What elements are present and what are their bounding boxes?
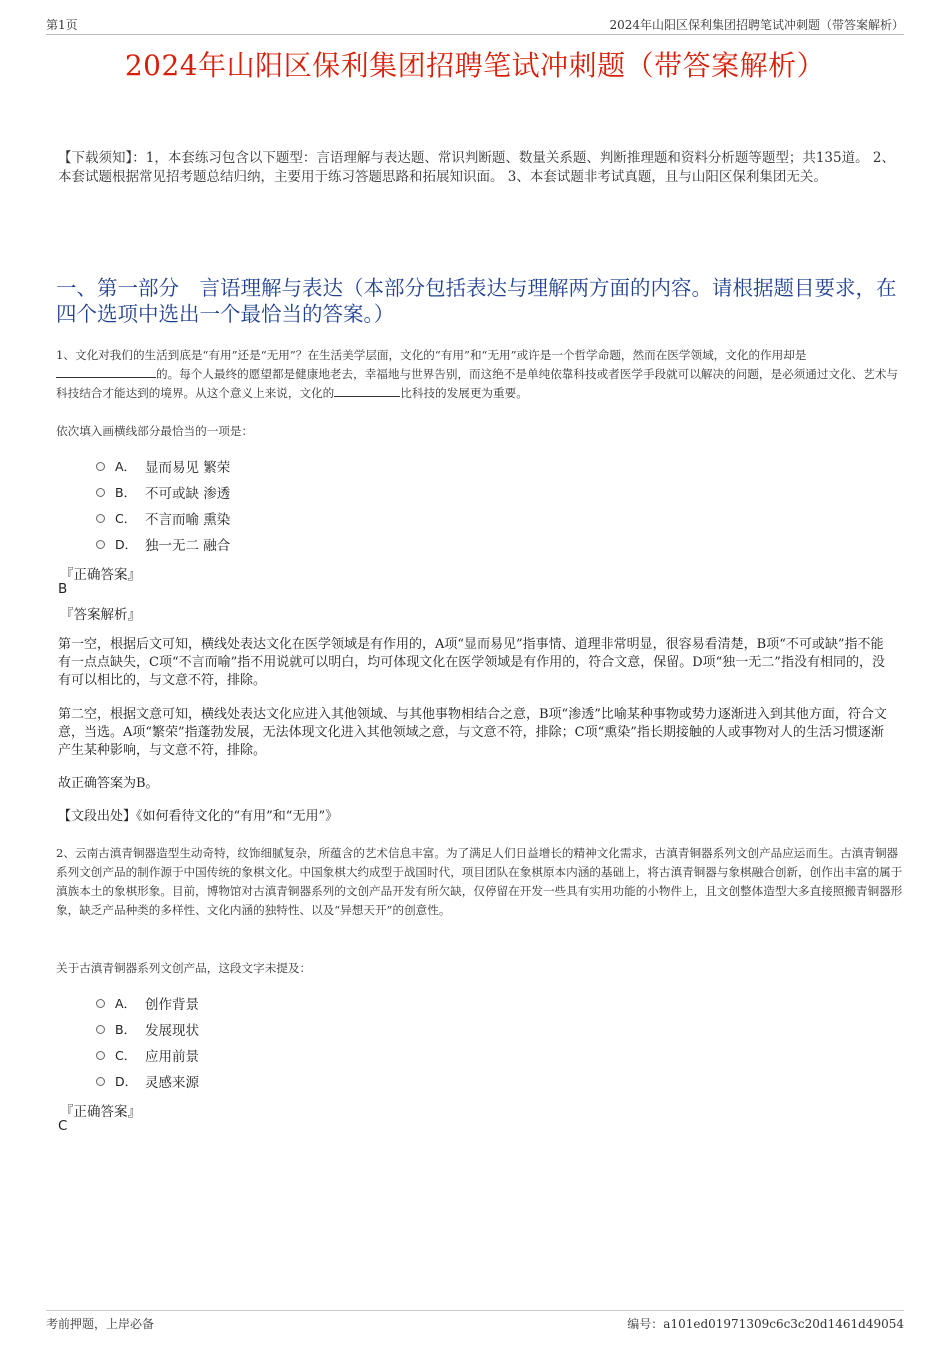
answer-label: 『正确答案』 — [60, 567, 141, 583]
radio-icon[interactable] — [96, 999, 105, 1008]
question-1-prompt: 依次填入画横线部分最恰当的一项是： — [56, 424, 254, 438]
answer-value: B — [58, 581, 68, 597]
option-b[interactable]: B． 发展现状 — [96, 1016, 496, 1042]
option-c[interactable]: C． 不言而喻 熏染 — [96, 505, 496, 531]
header-doc-title: 2024年山阳区保利集团招聘笔试冲刺题（带答案解析） — [609, 18, 904, 32]
blank-1 — [56, 365, 156, 378]
option-a[interactable]: A． 显而易见 繁荣 — [96, 453, 496, 479]
blank-2 — [334, 384, 400, 397]
question-1-text — [56, 346, 904, 403]
radio-icon[interactable] — [96, 514, 105, 523]
question-1-text-b: 的。每个人最终的愿望都是健康地老去，幸福地与世界告别，而这绝不是单纯依靠科技或者医学手段就可以解决的问题，是必须通过文化、艺术与科技结合才能达到的境界。从这个意义上来说，文化的 — [56, 367, 899, 400]
document-id: 编号：a101ed01971309c6c3c20d1461d49054 — [627, 1317, 904, 1331]
footer-slogan: 考前押题，上岸必备 — [46, 1317, 155, 1331]
question-2-prompt: 关于古滇青铜器系列文创产品，这段文字未提及： — [56, 961, 312, 975]
source-citation: 【文段出处】《如何看待文化的“有用”和“无用”》 — [58, 809, 339, 824]
analysis-paragraph-2: 第二空，根据文意可知，横线处表达文化应进入其他领域、与其他事物相结合之意，B项“渗透”比喻某种事物或势力逐渐进入到其他方面，符合文意，当选。A项“繁荣”指蓬勃发展，无法体现文化进入其他领域之意，与文意不符，排除；C项“熏染”指长期接触的人或事物对人的生活习惯逐渐产生某种影响，与文意不符，排除。 — [58, 707, 887, 758]
radio-icon[interactable] — [96, 462, 105, 471]
option-d[interactable]: D． 独一无二 融合 — [96, 531, 496, 557]
option-c[interactable]: C． 应用前景 — [96, 1042, 496, 1068]
download-notice: 【下载须知】：1，本套练习包含以下题型：言语理解与表达题、常识判断题、数量关系题、判断推理题和资料分析题等题型；共135道。 2、本套试题根据常见招考题总结归纳，主要用于练习答题思路和拓展知识面。 3、本套试题非考试真题，且与山阳区保利集团无关。 — [58, 150, 895, 185]
option-a[interactable]: A． 创作背景 — [96, 990, 496, 1016]
radio-icon[interactable] — [96, 1051, 105, 1060]
answer-value: C — [58, 1118, 68, 1134]
analysis-paragraph-1: 第一空，根据后文可知，横线处表达文化在医学领域是有作用的，A项“显而易见”指事情、道理非常明显，很容易看清楚，B项“不可或缺”指不能有一点点缺失，C项“不言而喻”指不用说就可以明白，均可体现文化在医学领域是有作用的，符合文意，保留。D项“独一无二”指没有相同的，没有可以相比的，与文意不符，排除。 — [58, 637, 885, 688]
analysis-conclusion: 故正确答案为B。 — [58, 776, 159, 791]
question-1-options — [96, 453, 496, 557]
option-d[interactable]: D． 灵感来源 — [96, 1068, 496, 1094]
option-b[interactable]: B． 不可或缺 渗透 — [96, 479, 496, 505]
page-footer — [46, 1310, 904, 1335]
analysis-label: 『答案解析』 — [60, 607, 141, 623]
radio-icon[interactable] — [96, 540, 105, 549]
section-heading: 一、第一部分 言语理解与表达（本部分包括表达与理解两方面的内容。请根据题目要求，在四个选项中选出一个最恰当的答案。） — [56, 276, 897, 326]
question-1-text-a: 1、文化对我们的生活到底是“有用”还是“无用”？在生活美学层面，文化的“有用”和“无用”或许是一个哲学命题，然而在医学领域，文化的作用却是 — [56, 348, 807, 362]
page-header — [46, 14, 904, 35]
answer-label: 『正确答案』 — [60, 1104, 141, 1120]
radio-icon[interactable] — [96, 488, 105, 497]
radio-icon[interactable] — [96, 1025, 105, 1034]
question-1-text-c: 比科技的发展更为重要。 — [400, 386, 528, 400]
radio-icon[interactable] — [96, 1077, 105, 1086]
page-number: 第1页 — [46, 18, 78, 32]
question-2-text: 2、云南古滇青铜器造型生动奇特，纹饰细腻复杂，所蕴含的艺术信息丰富。为了满足人们日益增长的精神文化需求，古滇青铜器系列文创产品应运而生。古滇青铜器系列文创产品的制作源于中国传统的象棋文化。中国象棋大约成型于战国时代，项目团队在象棋原本内涵的基础上，将古滇青铜器与象棋融合创新，创作出丰富的属于滇族本土的象棋形象。目前，博物馆对古滇青铜器系列的文创产品开发有所欠缺，仅停留在开发一些具有实用功能的小物件上，且文创整体造型大多直接照搬青铜器形象，缺乏产品种类的多样性、文化内涵的独特性、以及“异想天开”的创意性。 — [56, 846, 903, 917]
question-2-options — [96, 990, 496, 1094]
page-title: 2024年山阳区保利集团招聘笔试冲刺题（带答案解析） — [124, 49, 826, 82]
